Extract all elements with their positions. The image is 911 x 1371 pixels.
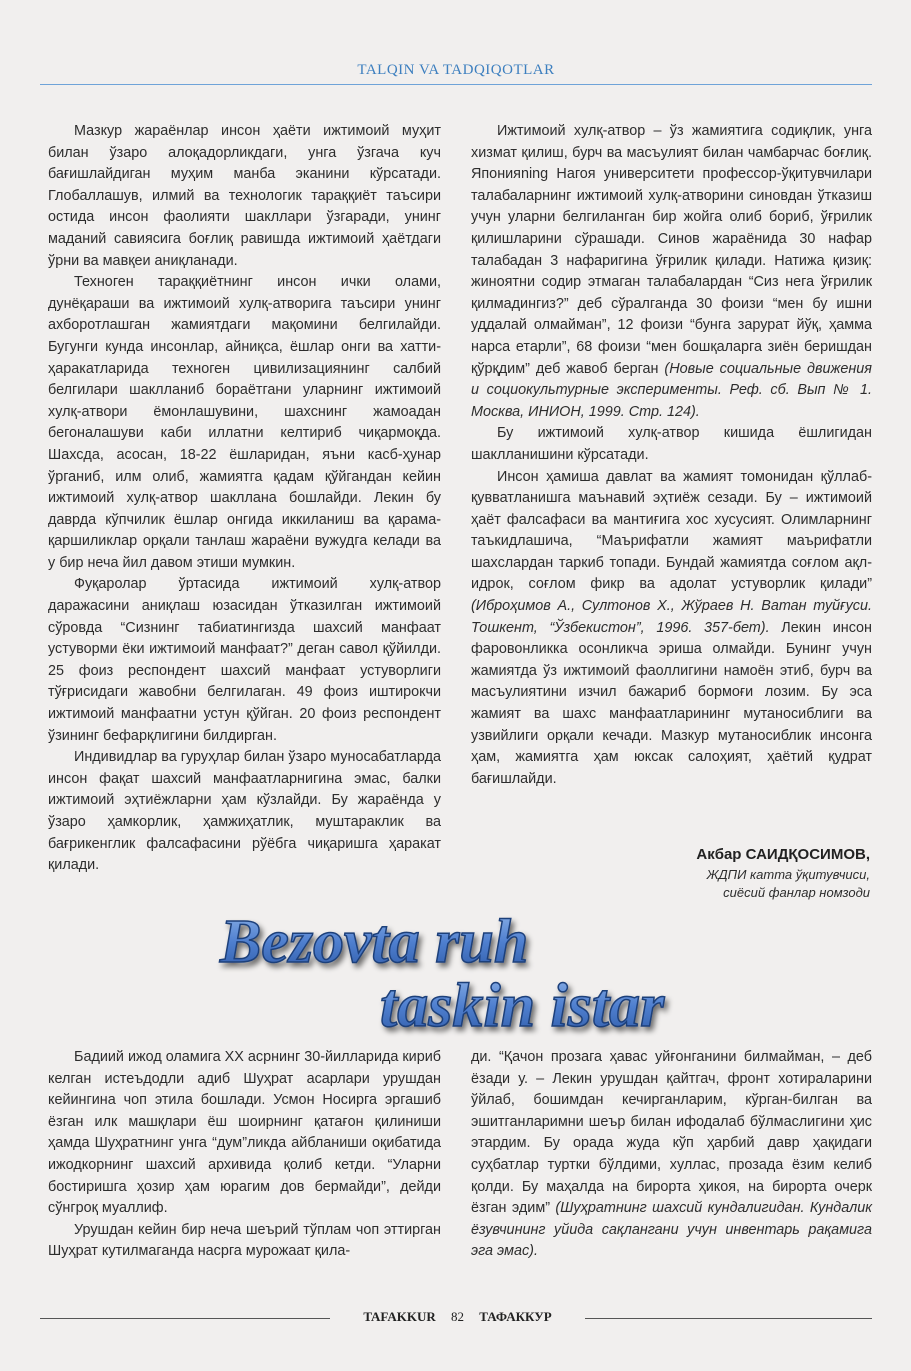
title-line-1: Bezovta ruh (220, 908, 529, 976)
paragraph: Мазкур жараёнлар инсон ҳаёти ижтимоий муҳит билан ўзаро алоқадорликдаги, унга ўзгача куч бағишлайдиган муҳим манба эканини кўрсатади. Глобаллашув, илмий ва технологик тараққиёт таъсири остида инсон фаолияти шакллари ўзгаради, унинг маданий савиясига боғлиқ равишда ижтимоий ҳаётдаги ўрни ва мавқеи аниқланади. (48, 123, 441, 269)
paragraph (471, 1047, 872, 1263)
article1-left-column (48, 121, 441, 877)
citation: (Иброҳимов А., Султонов Х., Жўраев Н. Ватан туйғуси. Тошкент, “Ўзбекистон”, 1996. 357-бет). (471, 598, 872, 636)
citation: (Шуҳратнинг шахсий кундалигидан. Кундалик ёзувчининг уйида сақлангани учун инвентарь рақамига эга эмас). (471, 1200, 872, 1260)
paragraph-text: Лекин инсон фаровонликка осонликча эриша олмайди. Бунинг учун жамиятда ўз ижтимоий фаоллигини намоён этиб, бурч ва масъулиятини изчил бажариб бормоғи лозим. Бу эса жамият ва шахс манфаатларининг мутаносиблиги ва узвийлиги орқали кечади. Мазкур мутаносиблик инсонга ҳам, жамиятга ҳам юксак салоҳият, ҳаётий қудрат бағишлайди. (471, 619, 872, 787)
article2-right-column (471, 1047, 872, 1263)
footer-magazine-cyrillic: ТАФАККУР (479, 1309, 552, 1324)
paragraph: Фуқаролар ўртасида ижтимоий хулқ-атвор даражасини аниқлаш юзасидан ўтказилган ижтимоий сўровда “Сизнинг табиатингизда шахсий манфаат устуворми ёки ижтимоий манфаат?” деган савол қўйилди. 25 фоиз респондент шахсий манфаат устуворлиги тўғрисидаги жавобни белгилаган. 49 фоиз иштирокчи ижтимоий манфаатни устун қўйган. 20 фоиз респондент ўзининг бефарқлигини билдирган. (48, 576, 441, 744)
author-role (707, 866, 870, 902)
paragraph (471, 121, 872, 423)
citation: (Новые социальные движения и социокультурные эксперименты. Реф. сб. Вып № 1. Москва, ИНИОН, 1999. Стр. 124). (471, 360, 872, 420)
author-name: Акбар САИДҚОСИМОВ, (696, 846, 870, 863)
author-role-line: сиёсий фанлар номзоди (723, 885, 870, 900)
paragraph: Техноген тараққиётнинг инсон ички олами, дунёқараши ва ижтимоий хулқ-атворига таъсири унинг ахборотлашган жамиятдаги мақомини белгилайди. Бугунги кунда инсонлар, айниқса, ёшлар онги ва хатти-ҳаракатларида техноген цивилизациянинг салбий белгилари шаклланиб бораётгани уларнинг ижтимоий хулқ-атвори ёмонлашувини, шахснинг жамоадан бегоналашуви каби иллатни келтириб чиқармоқда. Шахсда, асосан, 18-22 ёшларидан, яъни касб-ҳунар ўрганиб, илм олиб, жамиятга қадам қўйгандан кейин ижтимоий хулқ-атвор шакллана бошлайди. Лекин бу даврда кўпчилик ёшлар онгида иккиланиш ва қарама-қаршиликлар орқали танлаш жараёни вужудга келади ва у бир неча йил давом этиши мумкин. (48, 274, 441, 571)
page-footer (330, 1309, 585, 1325)
paragraph-text: Ижтимоий хулқ-атвор – ўз жамиятига содиқлик, унга хизмат қилиш, бурч ва масъулият билан чамбарчас боғлиқ. Японияning Нагоя университети профессор-ўқитувчилари талабаларнинг ижтимоий хулқ-атворини синовдан ўтказиш учун уларни белгиланган бир жойга олиб бориб, ўғрилик қилишларини сўрашади. Синов жараёнида 30 нафар талабадан 3 нафаригина ўғрилик қилади. Натижа қизиқ: жиноятни содир этмаган талабалардан “Сиз нега ўғрилик қилмадингиз?” деб сўралганда 30 фоизи “мен бу ишни уддалай олмайман”, 12 фоизи “бунга зарурат йўқ, ҳамма нарса етарли”, 68 фоизи “мен бошқаларга зиён беришдан қўрқдим” деб жавоб берган (471, 123, 872, 377)
paragraph: Урушдан кейин бир неча шеърий тўплам чоп эттирган Шуҳрат кутилмаганда насрга мурожаат қила- (48, 1221, 441, 1260)
footer-rule-left (40, 1318, 330, 1319)
article1-right-column (471, 121, 872, 790)
article2-title (200, 900, 720, 1040)
article2-left-column (48, 1047, 441, 1263)
paragraph: Бу ижтимоий хулқ-атвор кишида ёшлигидан шаклланишини кўрсатади. (471, 425, 872, 463)
title-line-2: taskin istar (380, 972, 665, 1040)
paragraph-text: ди. “Қачон прозага ҳавас уйғонганини билмайман, – деб ёзади у. – Лекин урушдан қайтгач, фронт хотираларини ўйлаб, бошимдан кечирганларим, кўрган-билган ва эшитганларимни шеър билан ифодалаб бўлмаслигини ҳис этардим. Бу орада жуда кўп ҳарбий давр ҳақидаги суҳбатлар туртки бўлдими, хуллас, прозада ёзим келиб қолди. Бу маҳалда на бирорта ҳикоя, на бирорта очерк ёзган эдим” (471, 1049, 872, 1217)
footer-rule-right (585, 1318, 872, 1319)
paragraph-text: Инсон ҳамиша давлат ва жамият томонидан қўллаб-қувватланишга маънавий эҳтиёж сезади. Бу – ижтимоий ҳаёт фалсафаси ва мантиғига хос хусусият. Олимларнинг таъкидлашича, “Маърифатли жамият маърифатли шахслардан таркиб топади. Бундай жамиятда соғлом ақл-идрок, соғлом фикр ва адолат устуворлик қилади” (471, 468, 872, 593)
section-header: TALQIN VA TADQIQOTLAR (357, 62, 555, 78)
header-rule (40, 84, 872, 85)
paragraph: Бадиий ижод оламига XX асрнинг 30-йилларида кириб келган истеъдодли адиб Шуҳрат асарлари урушдан кейингина чоп этила бошлади. Усмон Носирга эргашиб ёзган илк машқлари ёш шоирнинг қатағон қилиниши ҳамда Шуҳратнинг унга “дум”ликда айбланиши оқибатида ижодкорнинг шахсий архивида қолиб кетди. “Уларни бостиришга ҳозир ҳам юрагим дов бермайди”, дейди сўнгроқ муаллиф. (48, 1049, 441, 1217)
page-number: 82 (451, 1309, 465, 1324)
footer-magazine-latin: TAFAKKUR (363, 1309, 436, 1324)
author-role-line: ЖДПИ катта ўқитувчиси, (706, 867, 870, 882)
paragraph: Индивидлар ва гуруҳлар билан ўзаро муносабатларда инсон фақат шахсий манфаатларнигина эмас, балки ижтимоий эҳтиёжларни ҳам кўзлайди. Бу жараёнда у ўзаро ҳамкорлик, ҳамжиҳатлик, муштараклик ва бағрикенглик фалсафасини рўёбга чиқаришга ҳаракат қилади. (48, 749, 441, 874)
paragraph (471, 467, 872, 791)
